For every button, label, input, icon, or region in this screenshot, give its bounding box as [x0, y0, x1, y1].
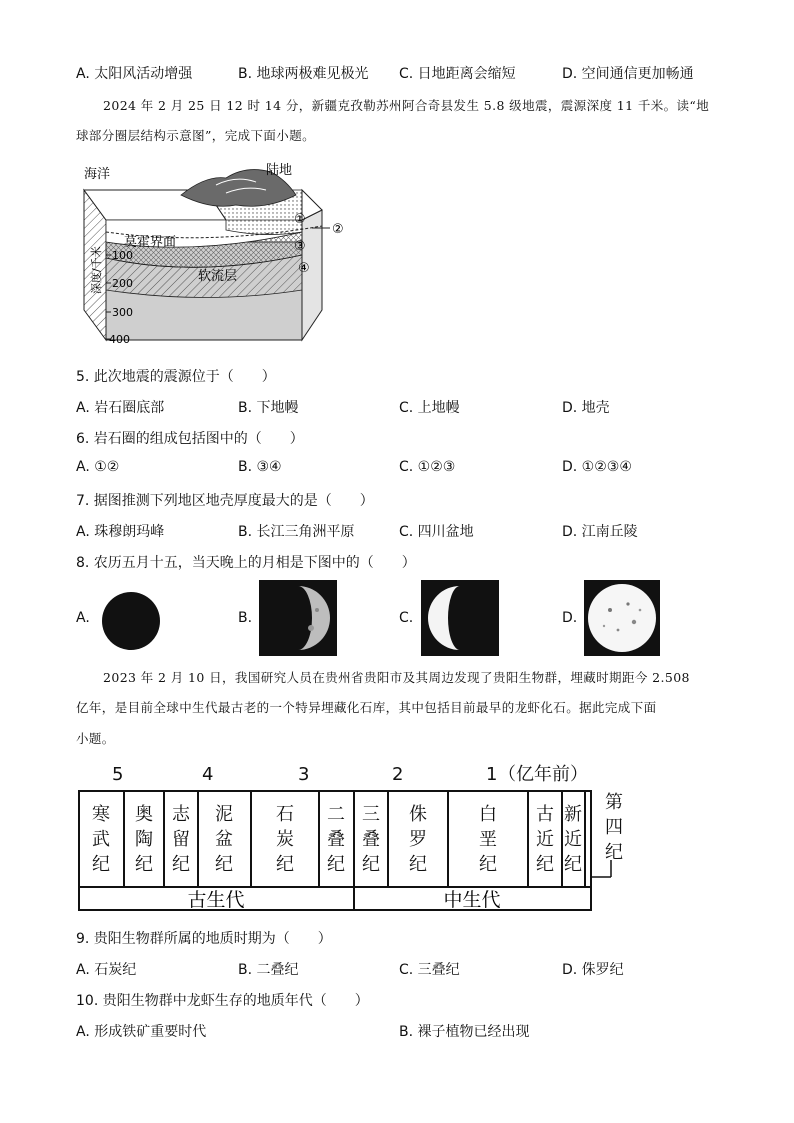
- q5-option-a: A. 岩石圈底部: [76, 400, 165, 416]
- q6-option-d: D. ①②③④: [562, 459, 632, 475]
- q8-option-d: D.: [562, 610, 578, 626]
- period-label-char: 纪: [135, 854, 153, 875]
- q10-stem: 10. 贵阳生物群中龙虾生存的地质年代（ ）: [76, 993, 369, 1009]
- period-label-char: 寒: [92, 804, 110, 825]
- era-paleozoic: 古生代: [187, 889, 245, 911]
- q9-option-a: A. 石炭纪: [76, 962, 137, 978]
- era-mesozoic: 中生代: [443, 889, 501, 911]
- period-label-char: 近: [536, 829, 554, 850]
- moho-label: 莫霍界面: [124, 235, 177, 250]
- q6-option-b: B. ③④: [238, 459, 282, 475]
- q5-stem: 5. 此次地震的震源位于（ ）: [76, 369, 276, 385]
- period-label-char: 纪: [172, 854, 190, 875]
- period-label-char: 纪: [215, 854, 233, 875]
- q5-option-d: D. 地壳: [562, 400, 610, 416]
- marker-4: ④: [298, 261, 310, 276]
- passage2-line3: 小题。: [76, 731, 115, 746]
- q9-option-d: D. 侏罗纪: [562, 962, 624, 978]
- q6-stem: 6. 岩石圈的组成包括图中的（ ）: [76, 431, 304, 447]
- depth-tick-400: 400: [109, 333, 130, 346]
- period-label-char: 纪: [536, 854, 554, 875]
- period-label-char: 纪: [362, 854, 380, 875]
- q5-option-b: B. 下地幔: [238, 400, 299, 416]
- period-label-char: 古: [536, 804, 554, 825]
- marker-1: ①: [294, 212, 306, 227]
- asthenosphere-label: 软流层: [198, 269, 238, 284]
- q4-option-a: A. 太阳风活动增强: [76, 66, 193, 82]
- tick-3: 3: [298, 764, 310, 785]
- q4-option-c: C. 日地距离会缩短: [399, 66, 516, 82]
- ocean-label: 海洋: [84, 167, 111, 182]
- period-label-char: 陶: [135, 829, 153, 850]
- moon-phase-d-image: [584, 580, 660, 656]
- land-label: 陆地: [266, 163, 293, 178]
- period-label-char: 盆: [215, 829, 233, 850]
- period-label-char: 纪: [327, 854, 345, 875]
- period-label-char: 三: [362, 804, 380, 825]
- q6-option-c: C. ①②③: [399, 459, 456, 475]
- moon-phase-a-image: [100, 590, 162, 652]
- depth-axis-label: 深度/千米: [90, 246, 103, 294]
- moon-phase-b-image: [259, 580, 337, 656]
- period-label-char: 奥: [135, 804, 153, 825]
- passage1-line1: 2024 年 2 月 25 日 12 时 14 分，新疆克孜勒苏州阿合奇县发生 5.8 级地震，震源深度 11 千米。读“地: [103, 98, 710, 113]
- earth-layer-diagram: [76, 160, 366, 350]
- depth-tick-300: 300: [112, 306, 133, 319]
- period-label-char: 二: [327, 804, 345, 825]
- q4-option-b: B. 地球两极难见极光: [238, 66, 369, 82]
- period-label-char: 泥: [215, 804, 233, 825]
- q5-option-c: C. 上地幔: [399, 400, 460, 416]
- period-label-char: 新: [564, 804, 582, 825]
- depth-tick-100: 100: [112, 249, 133, 262]
- quaternary-label-char: 纪: [605, 842, 623, 863]
- marker-2: ②: [332, 222, 344, 237]
- period-label-char: 叠: [327, 829, 345, 850]
- q7-option-c: C. 四川盆地: [399, 524, 474, 540]
- tick-2: 2: [392, 764, 404, 785]
- period-label-char: 石: [276, 804, 294, 825]
- quaternary-label-char: 四: [605, 817, 623, 838]
- q6-option-a: A. ①②: [76, 459, 120, 475]
- depth-tick-200: 200: [112, 277, 133, 290]
- geologic-timeline: [76, 760, 636, 915]
- q10-option-b: B. 裸子植物已经出现: [399, 1024, 530, 1040]
- passage2-line1: 2023 年 2 月 10 日，我国研究人员在贵州省贵阳市及其周边发现了贵阳生物群，埋藏时期距今 2.508: [103, 670, 690, 685]
- period-label-char: 纪: [92, 854, 110, 875]
- quaternary-label-char: 第: [605, 792, 623, 813]
- period-label-char: 留: [172, 829, 190, 850]
- period-label-char: 纪: [564, 854, 582, 875]
- q8-option-a: A.: [76, 610, 90, 626]
- period-label-char: 侏: [409, 804, 427, 825]
- tick-4: 4: [202, 764, 214, 785]
- period-label-char: 纪: [276, 854, 294, 875]
- q7-stem: 7. 据图推测下列地区地壳厚度最大的是（ ）: [76, 493, 374, 509]
- period-label-char: 纪: [479, 854, 497, 875]
- q9-stem: 9. 贵阳生物群所属的地质时期为（ ）: [76, 931, 332, 947]
- passage2-line2: 亿年，是目前全球中生代最古老的一个特异埋藏化石库，其中包括目前最早的龙虾化石。据此完成下面: [76, 700, 657, 715]
- q8-option-b: B.: [238, 610, 253, 626]
- marker-3: ③: [294, 239, 306, 254]
- q7-option-b: B. 长江三角洲平原: [238, 524, 355, 540]
- q8-stem: 8. 农历五月十五，当天晚上的月相是下图中的（ ）: [76, 555, 416, 571]
- q9-option-b: B. 二叠纪: [238, 962, 299, 978]
- period-label-char: 叠: [362, 829, 380, 850]
- q10-option-a: A. 形成铁矿重要时代: [76, 1024, 207, 1040]
- period-label-char: 志: [172, 804, 190, 825]
- q7-option-d: D. 江南丘陵: [562, 524, 638, 540]
- moon-phase-c-image: [421, 580, 499, 656]
- tick-1: 1: [486, 764, 498, 785]
- tick-5: 5: [112, 764, 124, 785]
- period-label-char: 白: [479, 804, 497, 825]
- period-label-char: 近: [564, 829, 582, 850]
- period-label-char: 纪: [409, 854, 427, 875]
- period-label-char: 炭: [276, 829, 294, 850]
- q8-option-c: C.: [399, 610, 414, 626]
- q9-option-c: C. 三叠纪: [399, 962, 460, 978]
- period-label-char: 罗: [409, 829, 427, 850]
- q4-option-d: D. 空间通信更加畅通: [562, 66, 694, 82]
- period-label-char: 武: [92, 829, 110, 850]
- q7-option-a: A. 珠穆朗玛峰: [76, 524, 165, 540]
- passage1-line2: 球部分圈层结构示意图”，完成下面小题。: [76, 128, 315, 143]
- period-label-char: 垩: [479, 829, 497, 850]
- timeline-unit: （亿年前）: [498, 764, 588, 785]
